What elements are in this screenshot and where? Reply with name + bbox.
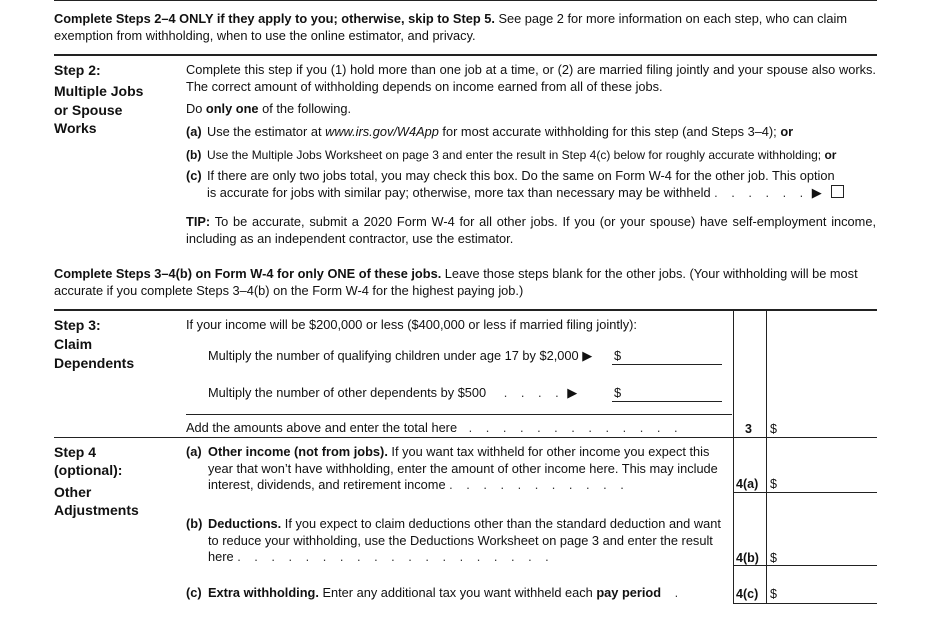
step2-option-a: (a) Use the estimator at www.irs.gov/W4App for most accurate withholding for this step (and Steps 3–4); or xyxy=(186,124,794,139)
step4-optional: (optional): xyxy=(54,462,123,479)
step4-top-rule xyxy=(54,437,877,438)
step4-subtitle-line2: Adjustments xyxy=(54,502,139,519)
step2-option-c: (c) If there are only two jobs total, you may check this box. Do the same on Form W-4 for the other job. This option is accurate for jobs with similar pay; otherwise, more tax than necessary may be withheld . . . . . . ▶ xyxy=(186,168,876,201)
intro-note xyxy=(54,11,878,44)
step2-title: Step 2: xyxy=(54,62,101,78)
step3-title: Step 3: xyxy=(54,317,101,333)
box-column-left-line xyxy=(733,310,734,604)
line-4a-box-label: 4(a) xyxy=(736,477,759,491)
line-4c-box-label: 4(c) xyxy=(736,587,759,601)
two-jobs-checkbox[interactable] xyxy=(831,185,844,198)
step4a-item: (a) Other income (not from jobs). If you want tax withheld for other income you expect this year that won’t have withholding, enter the amount of other income here. This may include interest, dividends, and retirement income . . . . . . . . . . . xyxy=(186,444,718,493)
step4-title: Step 4 xyxy=(54,444,97,460)
step4c-item: (c) Extra withholding. Enter any additional tax you want withheld each pay period . xyxy=(186,585,684,600)
step4-subtitle-line1: Other xyxy=(54,483,92,500)
estimator-link[interactable]: www.irs.gov/W4App xyxy=(325,124,439,139)
step2-subtitle-line3: Works xyxy=(54,120,97,137)
mid-note: Complete Steps 3–4(b) on Form W-4 for only ONE of these jobs. Leave those steps blank for the other jobs. (Your withholding will be most accurate if you complete Steps 3–4(b) on the Form W-4 for the highest paying job.) xyxy=(54,266,858,298)
arrow-icon: ▶ xyxy=(567,385,578,400)
step3-subtitle-line2: Dependents xyxy=(54,354,135,371)
step3-divider xyxy=(186,414,732,415)
step4-label xyxy=(54,443,139,520)
step2-description: Complete this step if you (1) hold more than one job at a time, or (2) are married filing jointly and your spouse also works. The correct amount of withholding depends on income earned from all of these jobs. xyxy=(186,62,876,94)
step3-condition: If your income will be $200,000 or less ($400,000 or less if married filing jointly): xyxy=(186,317,637,332)
step2-subtitle-line2: or Spouse xyxy=(54,101,123,118)
arrow-icon: ▶ xyxy=(582,348,593,363)
line-4c-amount-field[interactable]: $ xyxy=(770,587,777,601)
line-4a-rule xyxy=(733,492,877,493)
box-column-right-line xyxy=(766,310,767,604)
children-dollar-sign: $ xyxy=(614,348,622,363)
step2-tip: TIP: To be accurate, submit a 2020 Form W-4 for all other jobs. If you (or your spouse) have self-employment income, including as an independent contractor, use the estimator. xyxy=(186,214,876,246)
line-4c-rule xyxy=(733,603,877,604)
step3-others-line: Multiply the number of other dependents by $500 . . . . ▶ xyxy=(208,385,578,400)
step3-children-line: Multiply the number of qualifying children under age 17 by $2,000 ▶ xyxy=(208,348,593,363)
top-rule xyxy=(54,0,877,1)
step2-subtitle-line1: Multiple Jobs xyxy=(54,83,144,100)
line-4b-box-label: 4(b) xyxy=(736,551,759,565)
line-3-amount-field[interactable]: $ xyxy=(770,422,777,436)
line-4b-amount-field[interactable]: $ xyxy=(770,551,777,565)
children-amount-field[interactable] xyxy=(612,349,722,365)
step3-top-rule xyxy=(54,309,877,311)
intro-text: See page 2 for more information on each step, who can claim exemption from withholding, when to use the online estimator, and privacy. xyxy=(54,11,847,43)
intro-bold: Complete Steps 2–4 ONLY if they apply to you; otherwise, skip to Step 5. xyxy=(54,11,495,26)
others-dollar-sign: $ xyxy=(614,385,622,400)
line-4a-amount-field[interactable]: $ xyxy=(770,477,777,491)
step2-label xyxy=(54,61,143,138)
others-amount-field[interactable] xyxy=(612,386,722,402)
line-3-box-label: 3 xyxy=(745,422,752,436)
step2-do-only-one: Do only one of the following. xyxy=(186,101,352,116)
step3-subtitle-line1: Claim xyxy=(54,336,93,353)
line-4b-rule xyxy=(733,565,877,566)
arrow-icon: ▶ xyxy=(811,184,822,200)
step4b-item: (b) Deductions. If you expect to claim deductions other than the standard deduction and want to reduce your withholding, use the Deductions Worksheet on page 3 and enter the result here . . . . . . . . . . . . . . . . . . . xyxy=(186,516,721,565)
step3-total-line: Add the amounts above and enter the total here . . . . . . . . . . . . . xyxy=(186,420,683,435)
step2-option-b: (b) Use the Multiple Jobs Worksheet on page 3 and enter the result in Step 4(c) below for roughly accurate withholding; or xyxy=(186,148,837,162)
step3-label xyxy=(54,316,134,372)
step2-top-rule xyxy=(54,54,877,56)
